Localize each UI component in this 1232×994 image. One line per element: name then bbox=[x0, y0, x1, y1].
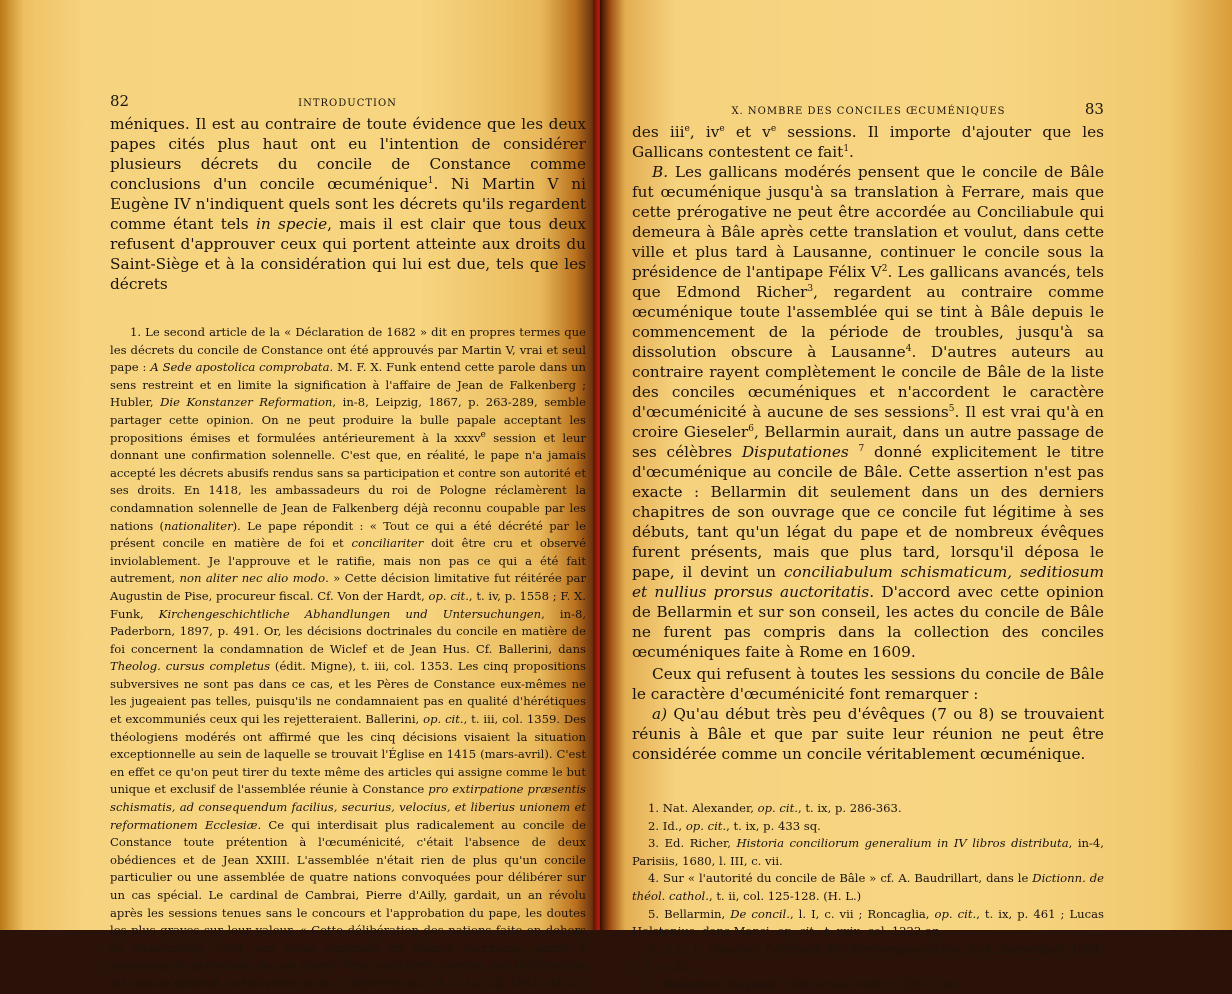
text-run: . Ce qui interdisait plus radicalement au concile de Constance toute prétention à l'œcuménicité, c'était l'absence de deux obédiences et de Jean XXIII. L'assemblée n'était rien de plus qu'un concile particulier ou une assemblée de quatre nations convoquées pour délibérer sur un cas spécial. Le cardinal de Cambrai, Pierre d'Ailly, gardait, un an révolu après les sessions tenues sans le concours et l'approbation du pape, les doutes les plus graves sur leur valeur. « Cette délibération des nations faite en dehors de l'assemblée, dit-il, ses votes exprimés en séance commune, paraît à beaucoup de personnes ne pas devoir être considérée comme une délibération du concile général, bbox=[110, 817, 586, 990]
text-run: op. cit. bbox=[757, 801, 798, 815]
footnote-5 bbox=[632, 906, 1104, 941]
text-run: 1 bbox=[843, 143, 850, 154]
footnote-6 bbox=[632, 941, 1104, 976]
text-run: . bbox=[849, 143, 854, 161]
text-run: 2 bbox=[881, 263, 888, 274]
left-page bbox=[0, 0, 600, 990]
text-run: Ceux qui refusent à toutes les sessions du concile de Bâle le caractère d'œcuménicité font remarquer : bbox=[632, 665, 1104, 703]
text-run: . Les gallicans avancés, tels que Edmond Richer bbox=[632, 263, 1104, 301]
text-run: 5 bbox=[948, 403, 955, 414]
text-run: ). Le pape répondit : « Tout ce qui a été décrété par le présent concile en matière de foi et bbox=[110, 518, 586, 551]
text-run: 5. Bellarmin, bbox=[648, 906, 731, 921]
text-run: 7. Bellarmin, bbox=[648, 976, 728, 991]
text-run: Disputationes bbox=[741, 443, 849, 461]
text-run: méniques. Il est au contraire de toute évidence que les deux papes cités plus haut ont eu l'intention de considérer plusieurs décrets du concile de Constance comme conclusions d'un concile œcuménique bbox=[110, 115, 586, 193]
text-run: conciliariter facta bbox=[226, 975, 331, 990]
text-run: des iii bbox=[632, 123, 685, 141]
left-running-head bbox=[110, 92, 586, 114]
text-run: Kirchengeschichtliche Abhandlungen und Untersuchungen bbox=[158, 606, 542, 621]
text-run: 2. Id., bbox=[648, 818, 686, 833]
text-run: , t. ix, p. 286-363. bbox=[797, 801, 902, 815]
text-run: op. cit. bbox=[428, 588, 469, 603]
right-running-head bbox=[632, 100, 1104, 122]
text-run: e bbox=[770, 123, 777, 134]
text-run: , l. III, c. xvi. bbox=[886, 976, 961, 991]
text-run: op. cit. bbox=[423, 712, 464, 727]
text-run: Dictionn. de théol. cathol. bbox=[632, 871, 1104, 903]
text-run: , in-4, Parisiis, 1680, l. III, c. vii. bbox=[632, 836, 1104, 868]
text-run: 6. J. C. L. Gieseler, bbox=[648, 941, 766, 956]
left-running-title: INTRODUCTION bbox=[298, 98, 397, 109]
text-run: op. cit. bbox=[934, 906, 977, 921]
text-run: Theolog. cursus completus bbox=[110, 659, 271, 674]
text-run: et v bbox=[724, 123, 771, 141]
text-run: , t. ix, p. 461 ; Lucas Holstenius, dans Mansi, bbox=[632, 906, 1104, 939]
text-run: in specie bbox=[255, 215, 328, 233]
text-run: 3 bbox=[807, 283, 814, 294]
text-run: B. bbox=[652, 163, 669, 181]
text-run: Les gallicans modérés pensent que le concile de Bâle fut œcuménique jusqu'à sa translation à Ferrare, mais que cette prérogative ne peut être accordée au Conciliabule qui demeura à Bâle après cette translation et voulut, dans cette ville et plus tard à Lausanne, continuer le concile sous la présidence de l'antipape Félix V bbox=[632, 163, 1104, 281]
text-run: non aliter nec alio modo bbox=[179, 571, 326, 586]
text-run: , iv bbox=[689, 123, 720, 141]
text-run: , t. ix, p. 433 sq. bbox=[726, 818, 821, 833]
text-run: . » Cette décision limitative fut réitérée par Augustin de Pise, procureur fiscal. Cf. Von der Hardt, bbox=[110, 571, 587, 603]
text-run: . D'accord avec cette opinion de Bellarmin et sur son conseil, les actes du concile de Bâle ne furent pas compris dans la collection des conciles œcuméniques faite à Rome en 1609. bbox=[632, 583, 1104, 661]
paragraph bbox=[632, 122, 1104, 162]
text-run: op. cit. bbox=[776, 924, 818, 939]
text-run: , t. xxix, col. 1222 sq. bbox=[817, 924, 943, 939]
right-page-number: 83 bbox=[1084, 100, 1104, 118]
text-run: , t. iii, col. 1351. (H. L.) bbox=[446, 975, 585, 990]
text-run: . Il est vrai qu'à en croire Gieseler bbox=[632, 403, 1104, 441]
text-run: nationaliter bbox=[164, 518, 233, 533]
paragraph bbox=[632, 162, 1104, 662]
text-run: 1. Le second article de la « Déclaration de 1682 » dit en propres termes que les décrets du concile de Constance ont été approuvés par Martin V, vrai et seul pape : bbox=[110, 325, 586, 375]
text-run: sessions. Il importe d'ajouter que les Gallicans contestent ce fait bbox=[632, 123, 1105, 161]
text-run: e bbox=[719, 123, 725, 134]
text-run: , in-8, Darmstadt, 1824, t. ii, p. 52. bbox=[632, 941, 1104, 974]
right-running-title: X. NOMBRE DES CONCILES ŒCUMÉNIQUES bbox=[731, 106, 1006, 117]
text-run: e bbox=[480, 429, 486, 440]
right-footnotes bbox=[632, 800, 1104, 994]
text-run: , in-8, Leipzig, 1867, p. 263-289, semble partager cette opinion. On ne peut produire la bulle papale acceptant les propositions émises et formulées antérieurement à la xxxv bbox=[110, 395, 586, 445]
text-run: De concil. bbox=[730, 906, 790, 921]
text-run: op. cit. bbox=[406, 975, 447, 990]
text-run: 1 bbox=[427, 175, 434, 186]
footnote-4 bbox=[632, 870, 1104, 905]
text-run: . D'autres auteurs au contraire rayent complètement le concile de Bâle de la liste des conciles œcuméniques et n'accordent le caractère d'œcuménicité à aucune de ses sessions bbox=[632, 343, 1104, 421]
footnote-7 bbox=[632, 976, 1104, 994]
text-run: 4. Sur « l'autorité du concile de Bâle » cf. A. Baudrillart, dans le bbox=[648, 871, 1033, 886]
text-run: A Sede apostolica comprobata bbox=[150, 360, 330, 375]
right-body-text bbox=[632, 122, 1104, 764]
right-page bbox=[600, 0, 1232, 991]
text-run: conciliariter bbox=[351, 536, 424, 551]
text-run: 3. Ed. Richer, bbox=[648, 836, 737, 851]
text-run: 7 bbox=[858, 443, 865, 454]
text-run: Die Konstanzer Reformation bbox=[160, 395, 333, 410]
text-run: conciliabulum schismaticum, seditiosum et nullius prorsus auctoritatis bbox=[632, 563, 1104, 601]
text-run: session et leur donnant une confirmation solennelle. C'est que, en réalité, le pape n'a jamais accepté les décrets abusifs rendus sans sa participation et contre son autorité et ses droits. En 1418, les ambassadeurs du roi de Pologne réclamèrent la condamnation solennelle de Jean de Falkenberg déjà reconnu coupable par les nations ( bbox=[110, 430, 586, 533]
text-run: . Ni Martin V ni Eugène IV n'indiquent quels sont les décrets qu'ils regardent comme étant tels bbox=[110, 175, 586, 233]
paragraph bbox=[110, 324, 586, 993]
text-run: doit être cru et observé inviolablement. Je l'approuve et le ratifie, mais non pas ce qui a été fait autrement, bbox=[110, 536, 587, 586]
paragraph bbox=[110, 114, 586, 294]
text-run: Lehrbuch der Kirchengeschichte bbox=[765, 941, 961, 956]
text-run: 4 bbox=[905, 343, 912, 354]
left-body-text bbox=[110, 114, 586, 294]
text-run: , regardent au contraire comme œcuménique toute l'assemblée qui se tint à Bâle depuis le commencement de la période de troubles, jusqu'à sa dissolution obscure à Lausanne bbox=[632, 283, 1104, 361]
paragraph bbox=[632, 704, 1104, 764]
left-page-number: 82 bbox=[110, 92, 130, 110]
text-run: , l. I, c. vii ; Roncaglia, bbox=[789, 906, 935, 921]
text-run: a) bbox=[652, 705, 668, 723]
text-run: e bbox=[684, 123, 690, 134]
text-run: donné explicitement le titre d'œcuménique au concile de Bâle. Cette assertion n'est pas exacte : Bellarmin dit seulement dans un des derniers chapitres de son ouvrage que ce concile fut légitime à ses débuts, tant qu'un légat du pape et de nombreux évêques furent présents, mais que plus tard, lorsqu'il déposa le pape, il devint un bbox=[632, 443, 1104, 581]
footnote-1 bbox=[632, 800, 1104, 818]
left-footnote bbox=[110, 324, 586, 993]
text-run: . » Ballerini, bbox=[330, 975, 403, 990]
text-run: , mais il est clair que tous deux refusent d'approuver ceux qui portent atteinte aux droits du Saint-Siège et à la considération qui lui est due, tels que les décrets bbox=[110, 215, 586, 293]
text-run: Historia conciliorum generalium in IV libros distributa bbox=[736, 836, 1069, 851]
footnote-2 bbox=[632, 818, 1104, 836]
text-run: op. cit. bbox=[685, 818, 727, 833]
text-run: , t. iii, col. 1359. Des théologiens modérés ont affirmé que les cinq décisions visaient la situation exceptionnelle au sein de laquelle se trouvait l'Église en 1415 (mars-avril). C'est en effet ce qu'on peut tirer du texte même des articles qui assigne comme le but unique et exclusif de l'assemblée réunie à Constance bbox=[110, 712, 586, 797]
paragraph bbox=[632, 664, 1104, 704]
text-run: 1. Nat. Alexander, bbox=[648, 801, 758, 815]
text-run: (édit. Migne), t. iii, col. 1353. Les cinq propositions subversives ne sont pas dans ce cas, et les Pères de Constance eux-mêmes ne les jugeaient pas telles, puisqu'ils ne condamnaient pas en qualité d'hérétiques et excommuniés ceux qui les rejetteraient. Ballerini, bbox=[110, 659, 587, 727]
text-run: , Bellarmin aurait, dans un autre passage de ses célèbres bbox=[632, 423, 1104, 461]
footnote-3 bbox=[632, 835, 1104, 870]
text-run: Qu'au début très peu d'évêques (7 ou 8) se trouvaient réunis à Bâle et que par suite leur réunion ne peut être considérée comme un concile véritablement œcuménique. bbox=[632, 705, 1104, 763]
text-run: , t. iv, p. 1558 ; F. X. Funk, bbox=[110, 588, 586, 621]
text-run: , in-8, Paderborn, 1897, p. 491. Or, les décisions doctrinales du concile en matière de foi concernent la condamnation de Wiclef et de Jean Hus. Cf. Ballerini, dans bbox=[110, 606, 587, 656]
text-run: 6 bbox=[748, 423, 754, 434]
text-run: , t. ii, col. 125-128. (H. L.) bbox=[708, 888, 862, 903]
text-run: . M. F. X. Funk entend cette parole dans un sens restreint et en limite la signification à l'affaire de Jean de Falkenberg ; Hubler, bbox=[110, 360, 587, 410]
text-run: Disputat. : De eccles. milit. bbox=[727, 976, 887, 991]
text-run: pro extirpatione præsentis schismatis, ad consequendum facilius, securius, velocius, et liberius unionem et reformationem Ecclesiæ bbox=[110, 782, 586, 832]
